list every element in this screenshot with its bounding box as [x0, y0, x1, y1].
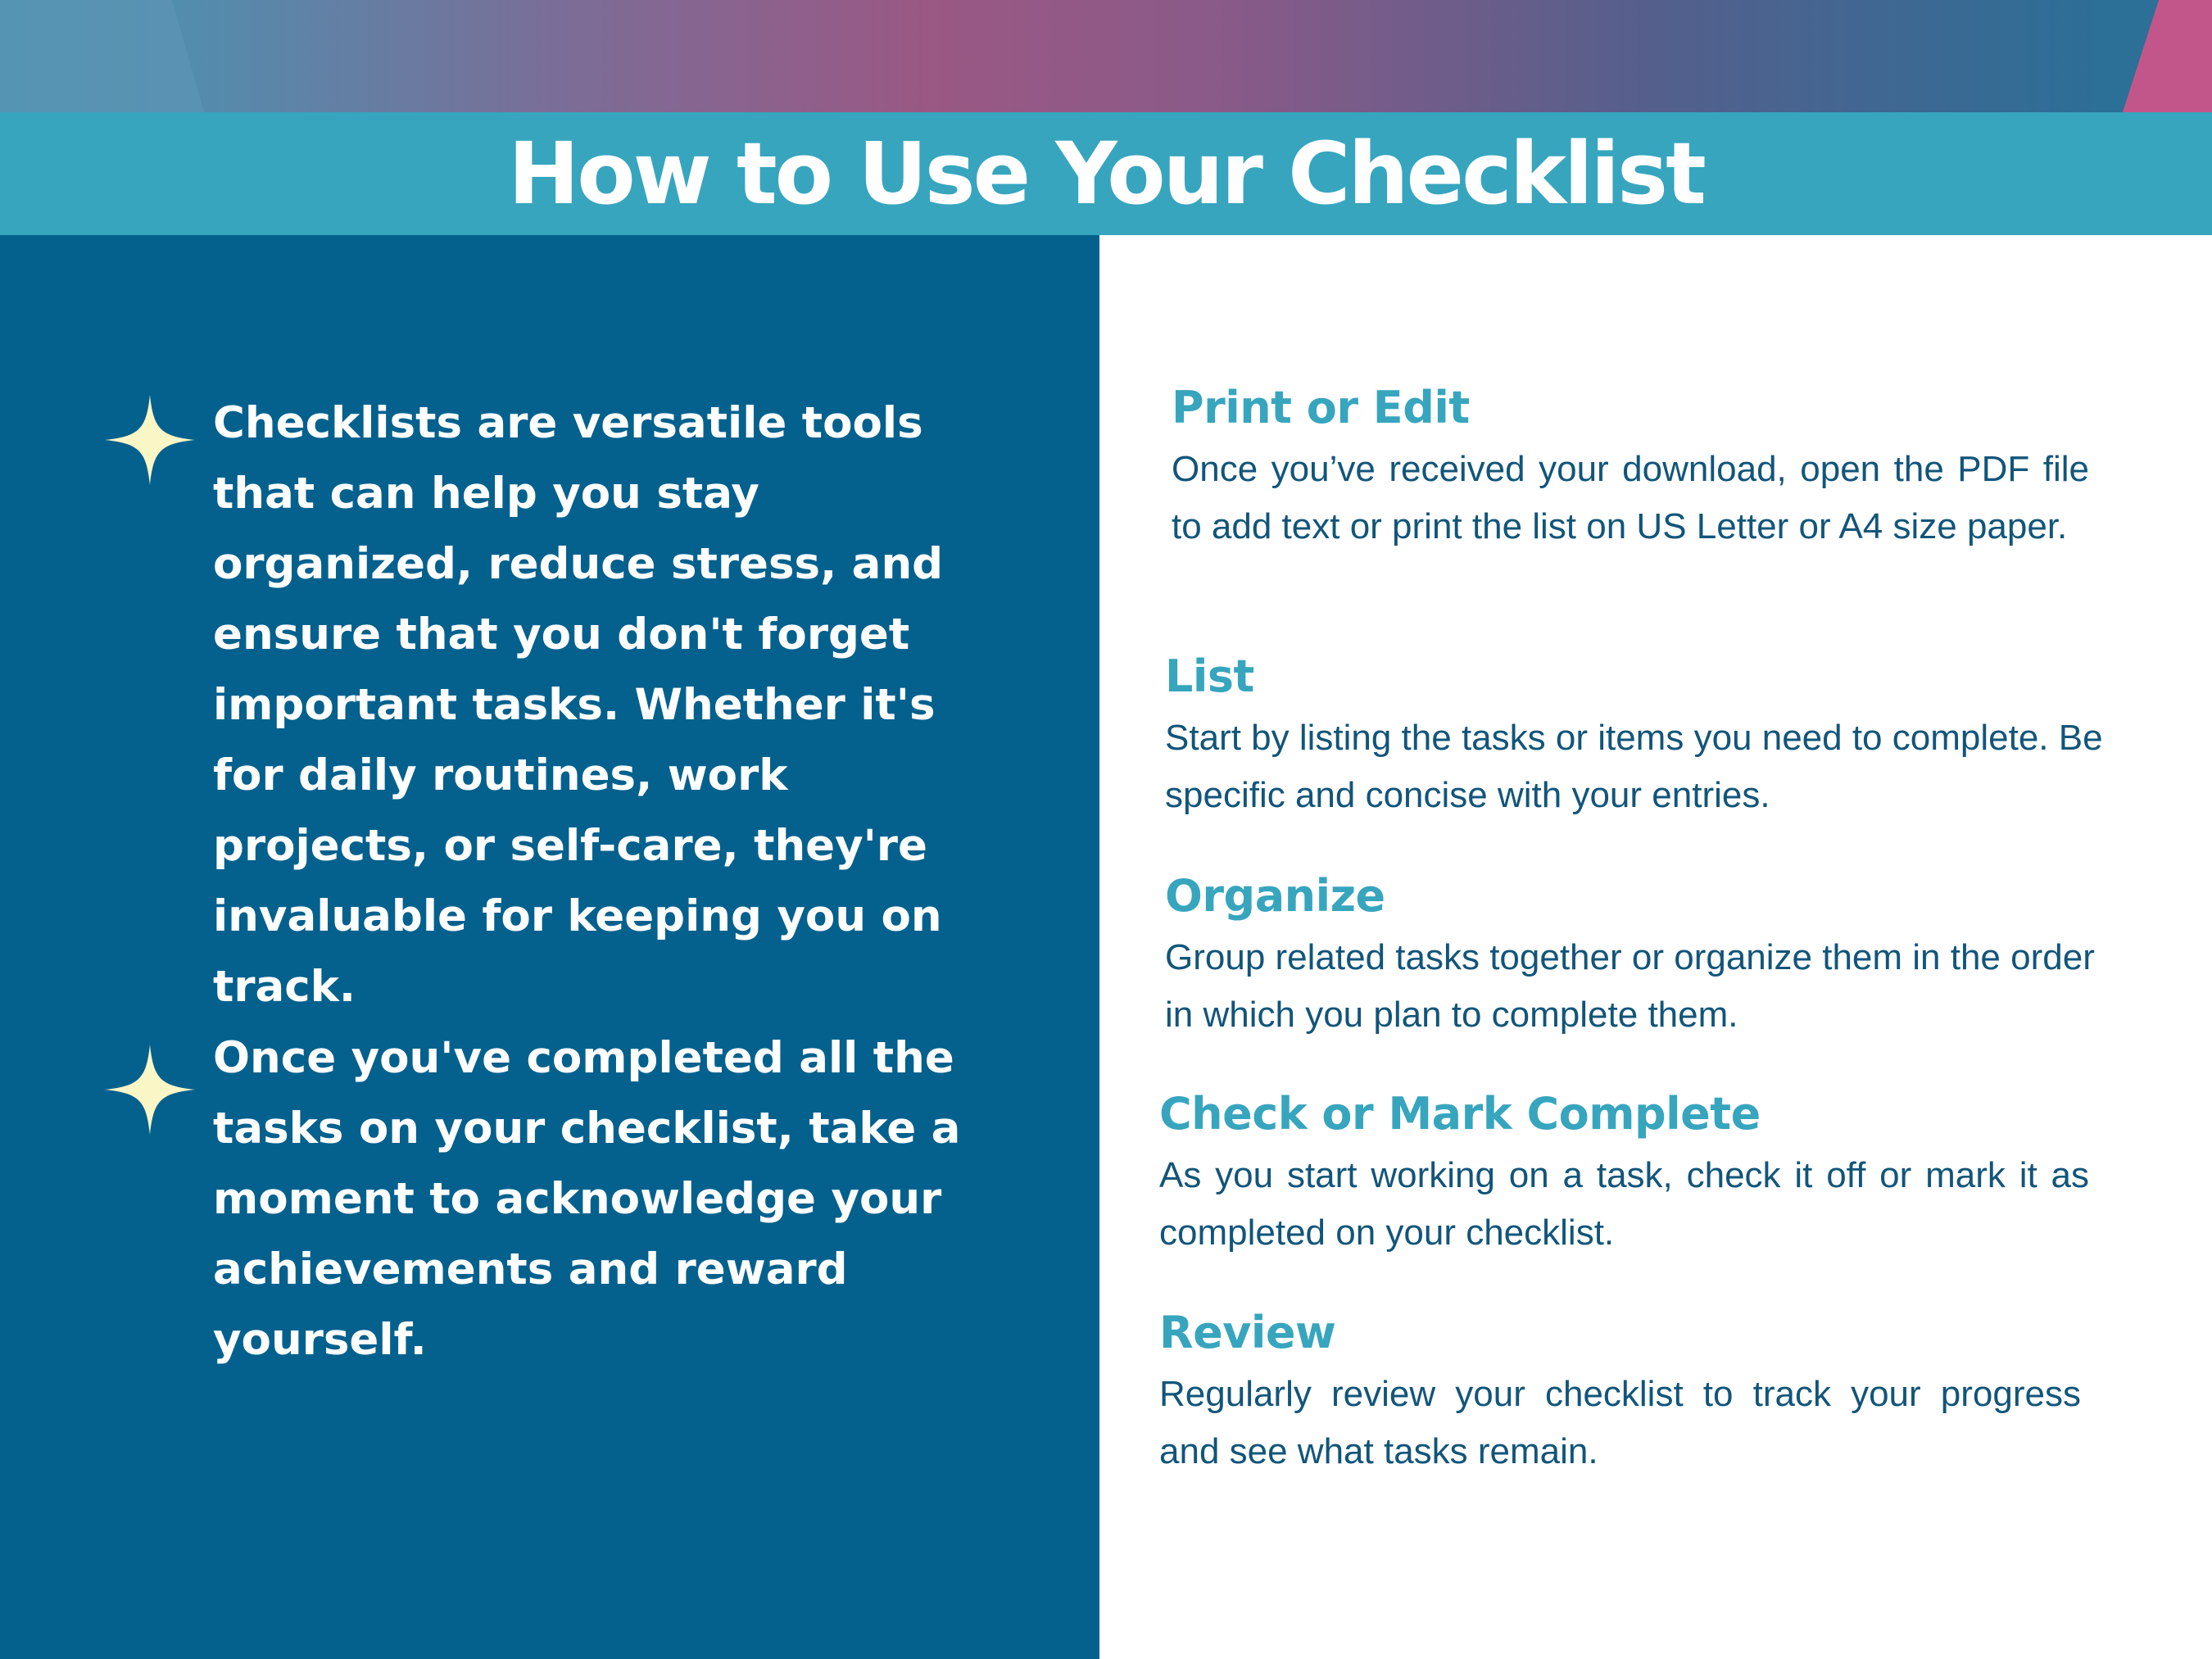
sparkle-icon — [105, 1045, 195, 1135]
step-print-or-edit — [1172, 375, 2089, 555]
title-bar — [0, 112, 2212, 235]
step-heading: Review — [1159, 1307, 1336, 1358]
step-check-or-mark-complete — [1159, 1081, 2089, 1262]
step-heading: Check or Mark Complete — [1159, 1088, 1761, 1140]
step-description: Group related tasks together or organize them in the order in which you plan to complete them. — [1165, 937, 2095, 1035]
step-heading: Organize — [1165, 870, 1385, 922]
step-review — [1159, 1300, 2081, 1480]
decorative-top-band — [0, 0, 2212, 115]
decorative-right-facet — [2122, 0, 2212, 115]
completion-paragraph: Once you've completed all the tasks on your checklist, take a moment to acknowledge your achievements and reward yourself. — [213, 1033, 961, 1365]
page-title: How to Use Your Checklist — [508, 124, 1704, 224]
decorative-left-facet — [0, 0, 213, 115]
sparkle-icon — [105, 395, 195, 485]
step-description: Once you’ve received your download, open the PDF file to add text or print the list on US Letter or A4 size paper. — [1172, 449, 2089, 546]
step-heading: Print or Edit — [1172, 382, 1470, 433]
step-description: Regularly review your checklist to track your progress and see what tasks remain. — [1159, 1374, 2081, 1471]
step-description: As you start working on a task, check it off or mark it as completed on your checklist. — [1159, 1155, 2089, 1253]
step-description: Start by listing the tasks or items you need to complete. Be specific and concise with your entries. — [1165, 718, 2103, 815]
step-organize — [1165, 863, 2099, 1044]
intro-paragraph: Checklists are versatile tools that can help you stay organized, reduce stress, and ensure that you don't forget important tasks. Whether it's for daily routines, work projects, or self-care, they're invaluable for keeping you on track. — [213, 398, 944, 1012]
step-list — [1165, 644, 2107, 824]
step-heading: List — [1165, 650, 1254, 702]
